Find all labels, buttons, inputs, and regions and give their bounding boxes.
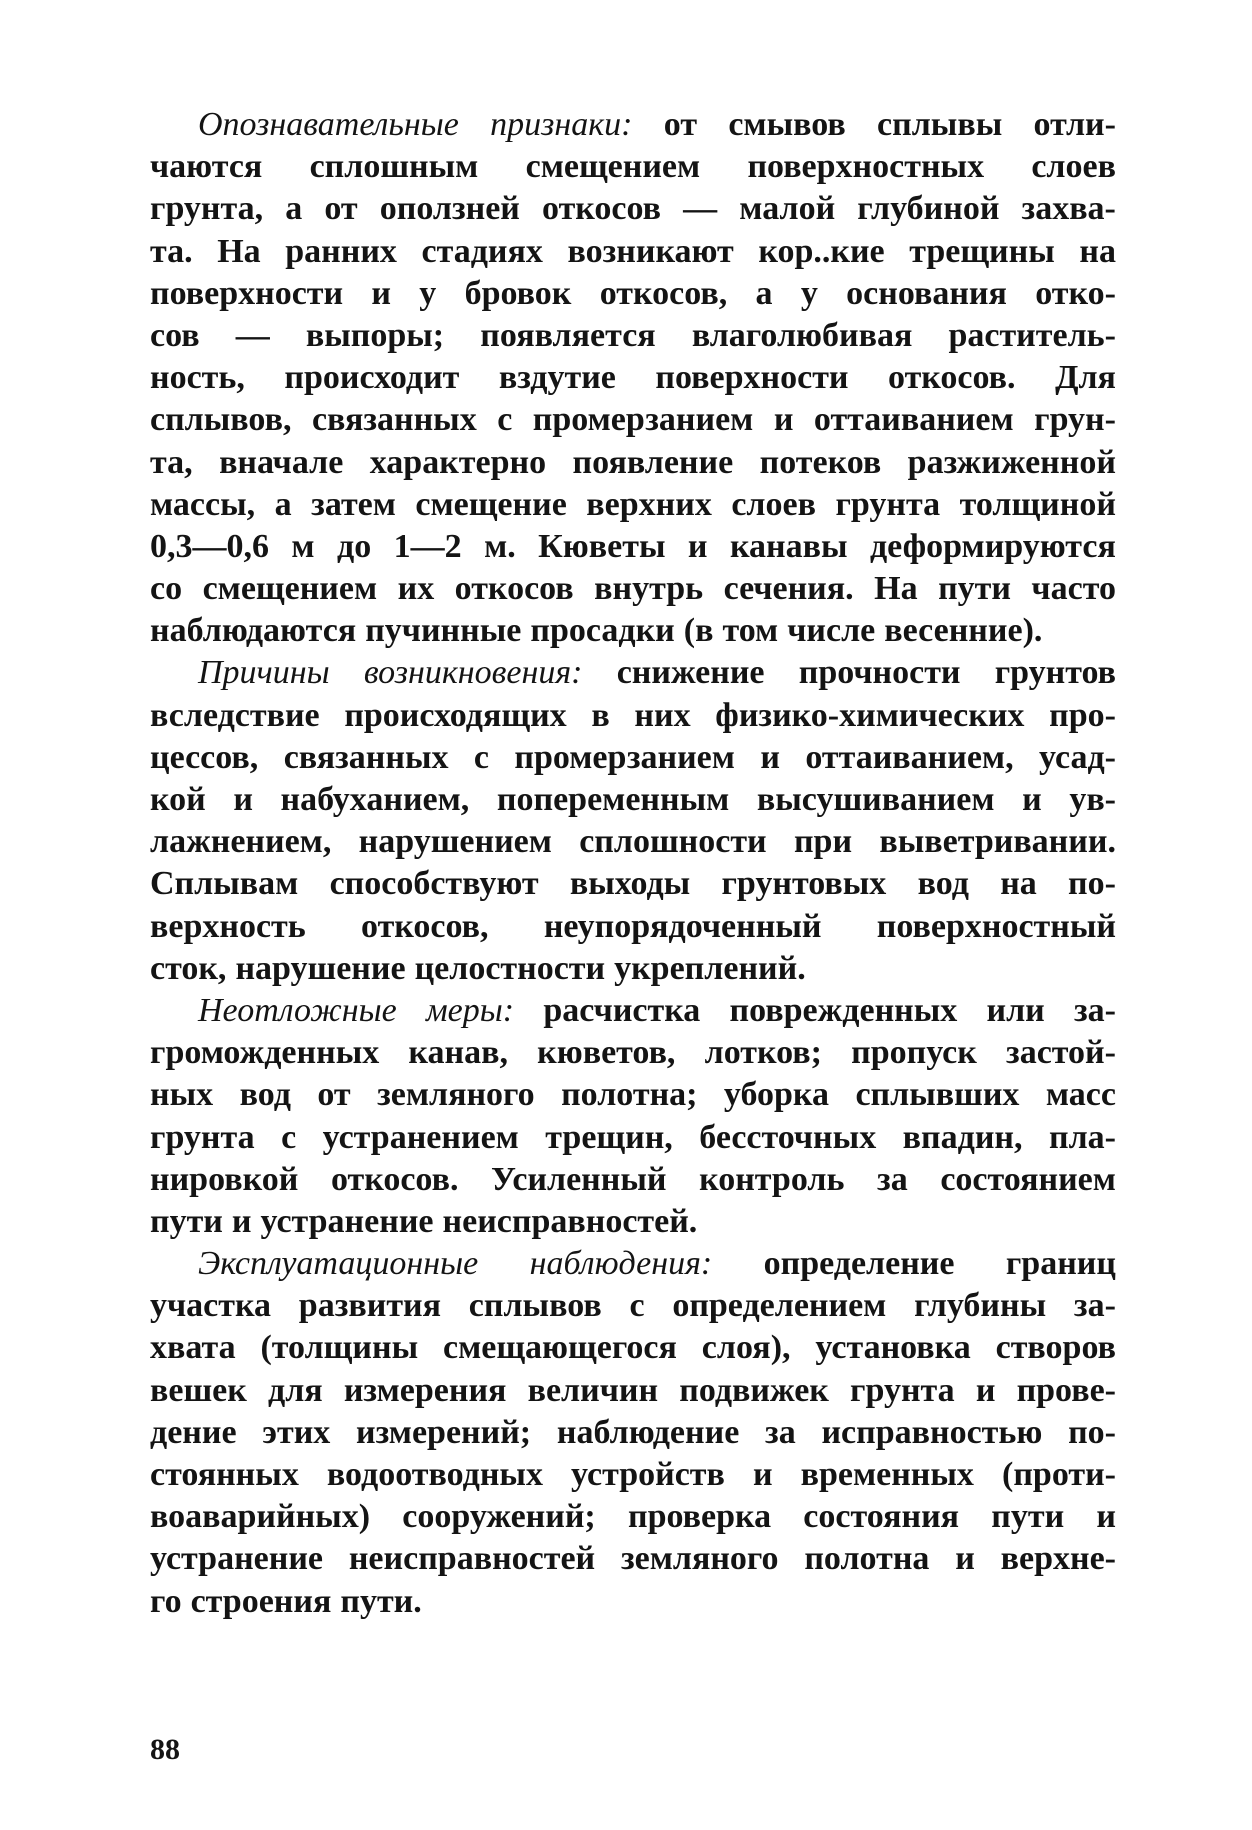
word: проверка xyxy=(627,1498,772,1536)
word: оттаиванием, xyxy=(805,738,1014,776)
text-line xyxy=(150,1538,1116,1580)
word: до xyxy=(337,527,372,565)
word: основания xyxy=(846,274,1007,312)
word: поверхности xyxy=(150,274,344,312)
word: нировкой xyxy=(150,1160,299,1198)
word: чаются xyxy=(150,148,263,186)
text-line xyxy=(150,188,1116,230)
word: Усиленный xyxy=(491,1160,667,1198)
word: сплошным xyxy=(309,148,479,186)
word: измерений; xyxy=(356,1413,532,1451)
word: устранение xyxy=(260,1202,434,1240)
word: (проти- xyxy=(1002,1456,1116,1493)
word: го xyxy=(150,1582,182,1620)
word: и xyxy=(687,527,708,565)
word: грунта xyxy=(835,485,941,523)
body-text xyxy=(150,104,1116,1623)
word: попеременным xyxy=(496,781,730,818)
word: появляется xyxy=(480,316,656,354)
word: участка xyxy=(150,1287,272,1325)
word: контроль xyxy=(699,1160,845,1198)
word: связанных xyxy=(283,738,449,776)
word: хвата xyxy=(150,1329,236,1367)
word: выветривании. xyxy=(879,823,1116,861)
word: по- xyxy=(1068,1413,1116,1451)
word: набуханием, xyxy=(280,781,470,818)
word: за xyxy=(877,1160,908,1198)
page-number: 88 xyxy=(150,1733,180,1766)
word: земляного xyxy=(620,1540,779,1578)
word: м xyxy=(291,527,315,565)
word: смещением xyxy=(202,570,378,608)
section-lead-word: Эксплуатационные xyxy=(198,1245,479,1283)
word: вешек xyxy=(150,1371,247,1409)
word: устройств xyxy=(571,1456,725,1493)
word: сплывы xyxy=(877,106,1003,143)
word: толщиной xyxy=(959,485,1116,523)
word: верхних xyxy=(586,485,712,523)
word: строения xyxy=(190,1582,332,1620)
word: и xyxy=(371,274,391,312)
word: стоянных xyxy=(150,1456,299,1493)
word: массы, xyxy=(150,485,256,523)
word: возникают xyxy=(567,232,734,270)
word: поверхности xyxy=(655,359,849,397)
word: сов xyxy=(150,316,200,354)
word: неисправностей xyxy=(348,1540,596,1578)
word: пути xyxy=(150,1202,223,1240)
word: откосов xyxy=(454,570,574,608)
word: канавы xyxy=(729,527,848,565)
word: этих xyxy=(262,1413,331,1451)
text-line xyxy=(150,1581,1116,1623)
word: на xyxy=(1000,865,1037,903)
word: слоев xyxy=(731,485,816,523)
word: определением xyxy=(672,1287,887,1325)
word: величин xyxy=(527,1371,659,1409)
word: воаварийных) xyxy=(150,1498,371,1536)
word: На xyxy=(217,232,261,270)
word: с xyxy=(497,401,513,439)
text-line xyxy=(150,484,1116,526)
word: раститель- xyxy=(948,316,1116,354)
word: происходящих xyxy=(344,696,567,734)
word: смещающегося xyxy=(443,1329,677,1367)
word: числе xyxy=(787,612,876,650)
section-lead-word: возникновения: xyxy=(363,654,583,692)
word: 1—2 xyxy=(393,527,462,565)
word: оползней xyxy=(379,190,520,228)
word: вследствие xyxy=(150,696,320,734)
word: или xyxy=(986,991,1045,1029)
text-line xyxy=(150,1032,1116,1074)
word: откосов, xyxy=(361,907,489,945)
text-line xyxy=(150,779,1116,821)
text-line xyxy=(150,231,1116,273)
word: стадиях xyxy=(421,232,543,270)
word: весенние). xyxy=(884,612,1043,650)
word: с xyxy=(629,1287,645,1325)
word: сплошности xyxy=(579,823,767,861)
word: ув- xyxy=(1069,781,1116,818)
word: в xyxy=(591,696,610,734)
word: целостности xyxy=(414,949,606,987)
word: физико-химических xyxy=(715,696,1025,734)
word: водоотводных xyxy=(326,1456,543,1493)
word: — xyxy=(235,316,270,354)
text-line xyxy=(150,1117,1116,1159)
word: верхность xyxy=(150,907,306,945)
word: с xyxy=(281,1118,297,1156)
word: на xyxy=(1079,232,1116,270)
word: выходы xyxy=(569,865,691,903)
text-line xyxy=(150,737,1116,779)
word: вод xyxy=(917,865,969,903)
word: состоянием xyxy=(940,1160,1116,1198)
word: по- xyxy=(1068,865,1116,903)
word: и xyxy=(231,1202,252,1240)
word: масс xyxy=(1045,1076,1116,1114)
text-line xyxy=(150,948,1116,990)
word: Для xyxy=(1055,359,1116,397)
word: бессточных xyxy=(699,1118,877,1156)
word: расчистка xyxy=(543,991,701,1029)
word: от xyxy=(324,190,358,228)
word: глубины xyxy=(914,1287,1047,1325)
word: подвижек xyxy=(679,1371,829,1409)
word: цессов, xyxy=(150,738,259,776)
word: 0,3—0,6 xyxy=(150,527,269,565)
word: Кюветы xyxy=(538,527,666,565)
word: м. xyxy=(484,527,516,565)
word: наблюдаются xyxy=(150,612,357,650)
word: просадки xyxy=(530,612,675,650)
word: лотков; xyxy=(704,1034,822,1072)
text-line xyxy=(150,1285,1116,1327)
word: происходит xyxy=(284,359,460,397)
word: у xyxy=(419,274,437,312)
word: и xyxy=(1022,781,1042,818)
word: — xyxy=(683,190,718,228)
word: ных xyxy=(150,1076,214,1114)
word: и xyxy=(975,1371,996,1409)
text-line xyxy=(150,1074,1116,1116)
word: слоя), xyxy=(701,1329,791,1367)
section-lead-word: признаки: xyxy=(490,106,633,143)
section-lead-word: меры: xyxy=(425,991,515,1029)
word: со xyxy=(150,570,183,608)
word: грунтовых xyxy=(721,865,887,903)
word: способствуют xyxy=(329,865,539,903)
word: слоев xyxy=(1031,148,1116,186)
word: застой- xyxy=(1006,1034,1116,1072)
word: деформируются xyxy=(869,527,1116,565)
text-line xyxy=(150,821,1116,863)
word: смещение xyxy=(415,485,567,523)
section-lead-word: Причины xyxy=(198,654,330,692)
word: кор..кие xyxy=(758,232,885,270)
word: отко- xyxy=(1035,274,1116,312)
word: наблюдение xyxy=(556,1413,740,1451)
word: установка xyxy=(815,1329,971,1367)
text-line xyxy=(150,990,1116,1032)
text-line xyxy=(150,568,1116,610)
section-lead-word: Опознавательные xyxy=(198,106,459,143)
word: про- xyxy=(1049,696,1116,734)
word: откосов xyxy=(542,190,662,228)
word: земляного xyxy=(377,1076,535,1114)
word: Сплывам xyxy=(150,865,299,903)
word: уборка xyxy=(723,1076,830,1114)
section-lead-word: наблюдения: xyxy=(529,1245,713,1283)
word: устранением xyxy=(322,1118,519,1156)
text-line xyxy=(150,610,1116,652)
text-line xyxy=(150,1201,1116,1243)
word: трещин, xyxy=(545,1118,673,1156)
word: полотна; xyxy=(561,1076,698,1114)
word: смещением xyxy=(525,148,701,186)
section-lead-word: Неотложные xyxy=(198,991,397,1029)
word: впадин, xyxy=(902,1118,1023,1156)
word: грунта xyxy=(150,1118,255,1156)
text-line xyxy=(150,442,1116,484)
word: появление xyxy=(572,443,734,481)
text-line xyxy=(150,399,1116,441)
word: кюветов, xyxy=(537,1034,676,1072)
word: громожденных xyxy=(150,1034,380,1072)
word: выпоры; xyxy=(305,316,445,354)
word: смывов xyxy=(728,106,846,143)
word: разжиженной xyxy=(907,443,1116,481)
word: затем xyxy=(311,485,396,523)
word: развития xyxy=(298,1287,442,1325)
word: потеков xyxy=(759,443,882,481)
word: бровок xyxy=(464,274,572,312)
text-line xyxy=(150,1370,1116,1412)
word: с xyxy=(473,738,489,776)
word: а xyxy=(274,485,292,523)
word: грунта, xyxy=(150,190,264,228)
word: внутрь xyxy=(594,570,704,608)
text-line xyxy=(150,1454,1116,1496)
word: откосов, xyxy=(599,274,728,312)
word: полотна xyxy=(804,1540,930,1578)
word: малой xyxy=(739,190,836,228)
word: устранение xyxy=(150,1540,324,1578)
word: высушиванием xyxy=(756,781,995,818)
word: а xyxy=(285,190,303,228)
text-line xyxy=(150,273,1116,315)
word: временных xyxy=(800,1456,974,1493)
word: откосов. xyxy=(888,359,1016,397)
text-line xyxy=(150,526,1116,568)
word: лажнением, xyxy=(150,823,332,861)
word: трещины xyxy=(909,232,1055,270)
word: ность, xyxy=(150,359,245,397)
word: вначале xyxy=(219,443,344,481)
word: вод xyxy=(239,1076,291,1114)
word: пучинные xyxy=(365,612,522,650)
word: связанных xyxy=(311,401,477,439)
text-line xyxy=(150,315,1116,357)
word: определение xyxy=(763,1245,955,1283)
word: исправностью xyxy=(821,1413,1043,1451)
word: пропуск xyxy=(851,1034,977,1072)
word: том xyxy=(722,612,779,650)
text-line xyxy=(150,906,1116,948)
word: ранних xyxy=(285,232,397,270)
word: и xyxy=(1096,1498,1116,1536)
word: захва- xyxy=(1021,190,1116,228)
text-line xyxy=(150,104,1116,146)
word: пути xyxy=(938,570,1011,608)
word: та, xyxy=(150,443,193,481)
word: укреплений. xyxy=(614,949,806,987)
word: грун- xyxy=(1034,401,1116,439)
word: при xyxy=(793,823,853,861)
word: сплывов, xyxy=(150,401,292,439)
word: часто xyxy=(1031,570,1116,608)
word: промерзанием xyxy=(532,401,754,439)
word: от xyxy=(663,106,698,143)
word: от xyxy=(317,1076,351,1114)
word: отли- xyxy=(1033,106,1116,143)
word: и xyxy=(233,781,253,818)
text-line xyxy=(150,1496,1116,1538)
word: за- xyxy=(1073,1287,1116,1325)
word: и xyxy=(773,401,794,439)
word: сплывших xyxy=(855,1076,1020,1114)
word: влаголюбивая xyxy=(691,316,913,354)
word: пути. xyxy=(340,1582,422,1620)
word: (толщины xyxy=(260,1329,419,1367)
word: поврежденных xyxy=(729,991,958,1029)
word: сечения. xyxy=(723,570,854,608)
word: пла- xyxy=(1048,1118,1116,1156)
text-line xyxy=(150,652,1116,694)
word: верхне- xyxy=(1000,1540,1116,1578)
word: поверхностных xyxy=(747,148,985,186)
word: них xyxy=(634,696,691,734)
word: (в xyxy=(683,612,714,650)
word: прове- xyxy=(1016,1371,1116,1409)
word: промерзанием xyxy=(514,738,735,776)
word: а xyxy=(755,274,773,312)
text-line xyxy=(150,146,1116,188)
word: нарушение xyxy=(235,949,406,987)
text-line xyxy=(150,357,1116,399)
word: грунтов xyxy=(994,654,1116,692)
word: и xyxy=(955,1540,975,1578)
word: снижение xyxy=(616,654,765,692)
word: за xyxy=(765,1413,796,1451)
word: прочности xyxy=(798,654,961,692)
word: поверхностный xyxy=(876,907,1116,945)
text-line xyxy=(150,1327,1116,1369)
text-line xyxy=(150,1159,1116,1201)
word: их xyxy=(397,570,435,608)
word: откосов. xyxy=(330,1160,459,1198)
text-line xyxy=(150,1412,1116,1454)
word: усад- xyxy=(1039,738,1116,776)
word: и xyxy=(760,738,780,776)
word: сооружений; xyxy=(402,1498,596,1536)
word: за- xyxy=(1074,991,1116,1029)
text-line xyxy=(150,863,1116,905)
word: пути xyxy=(991,1498,1065,1536)
word: сплывов xyxy=(468,1287,602,1325)
word: и xyxy=(752,1456,773,1493)
word: грунта xyxy=(850,1371,955,1409)
word: неупорядоченный xyxy=(543,907,822,945)
word: для xyxy=(268,1371,323,1409)
word: оттаиванием xyxy=(813,401,1014,439)
word: измерения xyxy=(343,1371,507,1409)
word: характерно xyxy=(369,443,547,481)
word: кой xyxy=(150,781,206,818)
text-line xyxy=(150,1243,1116,1285)
word: вздутие xyxy=(498,359,616,397)
word: створов xyxy=(995,1329,1116,1367)
word: состояния xyxy=(803,1498,960,1536)
word: границ xyxy=(1005,1245,1116,1283)
word: сток, xyxy=(150,949,227,987)
word: канав, xyxy=(408,1034,508,1072)
word: дение xyxy=(150,1413,237,1451)
word: На xyxy=(874,570,918,608)
word: у xyxy=(800,274,818,312)
word: та. xyxy=(150,232,193,270)
word: глубиной xyxy=(857,190,1000,228)
word: нарушением xyxy=(358,823,552,861)
word: неисправностей. xyxy=(442,1202,698,1240)
text-line xyxy=(150,695,1116,737)
